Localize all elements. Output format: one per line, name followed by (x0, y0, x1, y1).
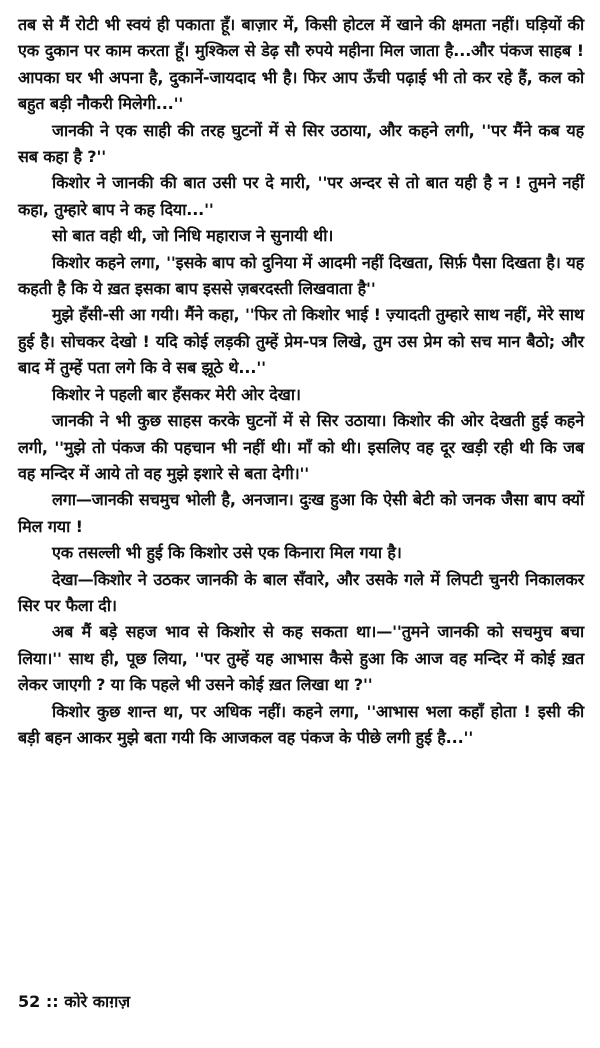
paragraph: देखा—किशोर ने उठकर जानकी के बाल सँवारे, और उसके गले में लिपटी चुनरी निकालकर सिर पर फैला दी। (18, 569, 584, 615)
body-text (18, 12, 584, 751)
paragraph: किशोर ने पहली बार हँसकर मेरी ओर देखा। (52, 384, 301, 404)
paragraph: जानकी ने भी कुछ साहस करके घुटनों में से सिर उठाया। किशोर की ओर देखती हुई कहने लगी, ''मुझे तो पंकज की पहचान भी नहीं थी। माँ को थी। इसलिए वह दूर खड़ी रही थी कि जब वह मन्दिर में आये तो वह मुझे इशारे से बता देगी।'' (18, 411, 584, 483)
paragraph: जानकी ने एक साही की तरह घुटनों में से सिर उठाया, और कहने लगी, ''पर मैंने कब यह सब कहा है ?'' (18, 120, 584, 167)
footer-separator: :: (45, 992, 59, 1011)
paragraph: किशोर कहने लगा, ''इसके बाप को दुनिया में आदमी नहीं दिखता, सिर्फ़ पैसा दिखता है। यह कहती है कि ये ख़त इसका बाप इससे ज़बरदस्ती लिखवाता है'' (18, 252, 584, 299)
paragraph: किशोर कुछ शान्त था, पर अधिक नहीं। कहने लगा, ''आभास भला कहाँ होता ! इसी की बड़ी बहन आकर मुझे बता गयी कि आजकल वह पंकज के पीछे लगी हुई है...'' (18, 701, 584, 747)
paragraph: सो बात वही थी, जो निधि महाराज ने सुनायी थी। (52, 226, 334, 246)
page-footer (18, 990, 130, 1012)
paragraph: लगा—जानकी सचमुच भोली है, अनजान। दुःख हुआ कि ऐसी बेटी को जनक जैसा बाप क्यों मिल गया ! (18, 490, 584, 536)
paragraph: एक तसल्ली भी हुई कि किशोर उसे एक किनारा मिल गया है। (52, 543, 402, 563)
paragraph: तब से मैं रोटी भी स्वयं ही पकाता हूँ। बाज़ार में, किसी होटल में खाने की क्षमता नहीं। घड़ियों की एक दुकान पर काम करता हूँ। मुश्किल से डेढ़ सौ रुपये महीना मिल जाता है...और पंकज साहब ! आपका घर भी अपना है, दुकानें-जायदाद भी है। फिर आप ऊँची पढ़ाई भी तो कर रहे हैं, कल को बहुत बड़ी नौकरी मिलेगी...'' (18, 15, 584, 114)
paragraph: किशोर ने जानकी की बात उसी पर दे मारी, ''पर अन्दर से तो बात यही है न ! तुमने नहीं कहा, तुम्हारे बाप ने कह दिया...'' (18, 173, 584, 219)
book-title: कोरे काग़ज़ (64, 992, 131, 1011)
page-number: 52 (18, 992, 41, 1011)
paragraph: मुझे हँसी-सी आ गयी। मैंने कहा, ''फिर तो किशोर भाई ! ज़्यादती तुम्हारे साथ नहीं, मेरे साथ हुई है। सोचकर देखो ! यदि कोई लड़की तुम्हें प्रेम-पत्र लिखे, तुम उस प्रेम को सच मान बैठो; और बाद में तुम्हें पता लगे कि वे सब झूठे थे...'' (18, 305, 584, 378)
paragraph: अब मैं बड़े सहज भाव से किशोर से कह सकता था।—''तुमने जानकी को सचमुच बचा लिया।'' साथ ही, पूछ लिया, ''पर तुम्हें यह आभास कैसे हुआ कि आज वह मन्दिर में कोई ख़त लेकर जाएगी ? या कि पहले भी उसने कोई ख़त लिखा था ?'' (18, 622, 584, 695)
